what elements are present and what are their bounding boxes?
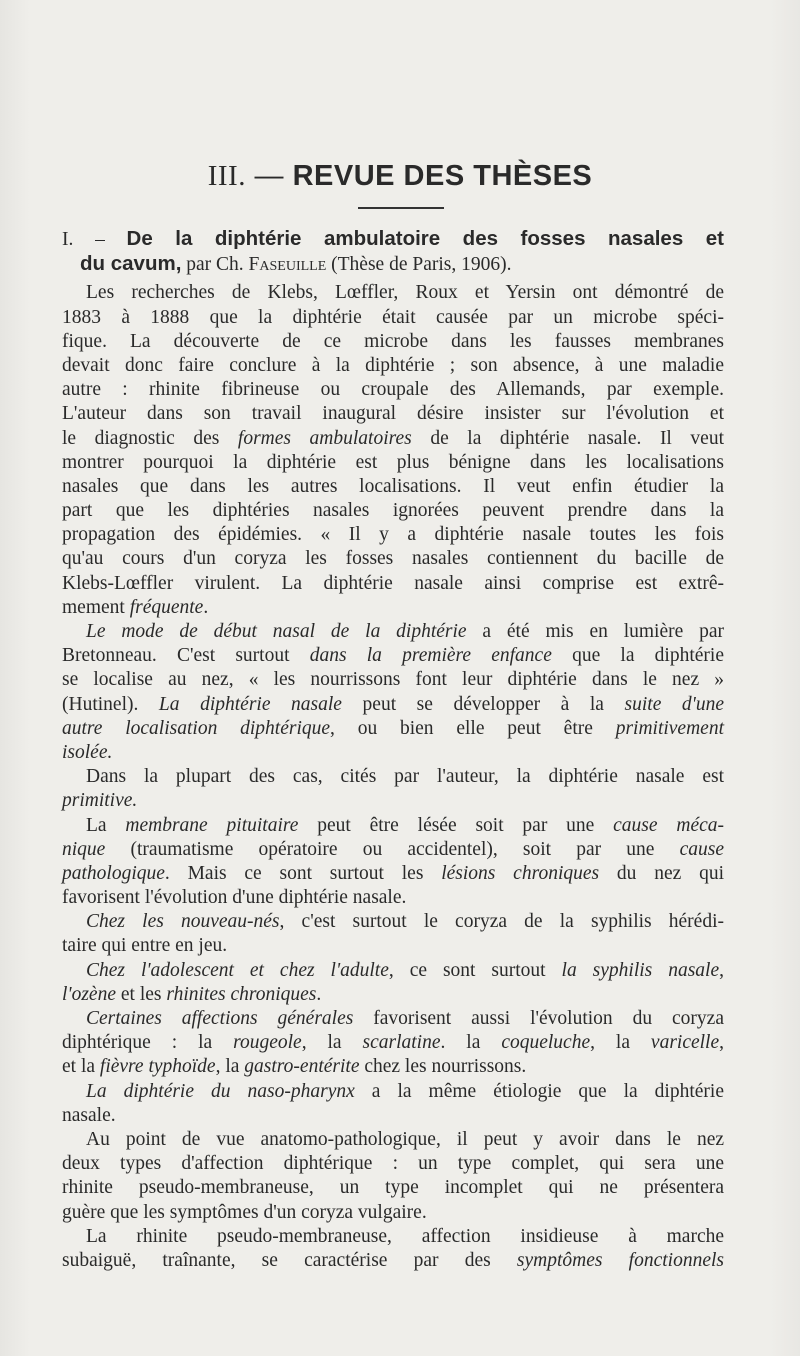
text-run: , la <box>215 1056 245 1078</box>
italic-run: fièvre typhoïde <box>99 1056 216 1078</box>
text-line <box>62 717 724 741</box>
heading-rule <box>358 207 444 209</box>
italic-run: gastro-entérite <box>244 1056 360 1078</box>
text-line <box>62 1080 724 1104</box>
text-line: favorisent l'évolution d'une diphtérie nasale. <box>62 887 407 909</box>
text-line: taire qui entre en jeu. <box>62 935 228 957</box>
text-line <box>62 838 724 862</box>
italic-run: La diphtérie nasale <box>158 693 342 715</box>
italic-run: coqueluche <box>501 1032 591 1054</box>
text-run: . la <box>440 1032 502 1054</box>
text-run: (traumatisme opératoire ou accidentel), soit par une <box>105 838 680 860</box>
text-run: favorisent aussi l'évolution du coryza <box>353 1008 724 1029</box>
text-run: , c'est surtout le coryza de la syphilis hérédi- <box>279 911 724 933</box>
text-line: 1883 à 1888 que la diphtérie était causée par un microbe spéci- <box>62 306 724 328</box>
text-line <box>62 1055 724 1079</box>
text-run: et les <box>116 983 167 1005</box>
text-run: La <box>86 814 126 836</box>
text-run: que la diphtérie <box>551 645 724 667</box>
text-line <box>62 644 724 668</box>
text-run: . <box>203 596 209 618</box>
text-run: chez les nourrissons. <box>359 1056 527 1078</box>
text-line <box>62 983 724 1007</box>
article-title-line-2 <box>62 252 724 276</box>
text-line <box>62 596 724 620</box>
text-line <box>62 789 724 813</box>
text-line <box>62 862 724 886</box>
text-run: , ce sont surtout <box>388 959 562 981</box>
text-line: fique. La découverte de ce microbe dans les fausses membranes <box>62 330 724 352</box>
text-run: diphtérique : la <box>62 1032 234 1054</box>
italic-run: pathologique <box>62 862 165 884</box>
text-line <box>62 910 724 934</box>
text-run: du nez qui <box>599 862 724 884</box>
section-number: III. <box>207 160 246 192</box>
text-run: subaiguë, traînante, se caractérise par des <box>62 1249 517 1271</box>
italic-run: fréquente <box>129 596 204 618</box>
author-name: Faseuille <box>248 254 327 276</box>
text-line: Dans la plupart des cas, cités par l'auteur, la diphtérie nasale est <box>86 766 724 788</box>
italic-run: La diphtérie du naso-pharynx <box>86 1080 355 1102</box>
text-line: nasales que dans les autres localisations. Il veut enfin étudier la <box>62 475 724 497</box>
heading-dash: — <box>254 160 285 192</box>
text-run: a la même étiologie que la diphtérie <box>354 1080 724 1102</box>
text-line: La rhinite pseudo-membraneuse, affection insidieuse à marche <box>86 1225 724 1247</box>
italic-run: isolée. <box>62 741 113 763</box>
text-run: , ou bien elle peut être <box>330 717 616 739</box>
italic-run: nique <box>62 838 106 860</box>
text-line: se localise au nez, « les nourrissons font leur diphtérie dans le nez » <box>62 669 724 691</box>
text-line <box>62 814 724 838</box>
text-run: de la diphtérie nasale. Il veut <box>411 427 724 449</box>
italic-run: varicelle <box>650 1032 720 1054</box>
italic-run: lésions chroniques <box>441 862 600 884</box>
text-run: peut se développer à la <box>341 693 625 715</box>
text-line <box>62 620 724 644</box>
section-heading <box>0 160 800 193</box>
text-run: peut être lésée soit par une <box>298 814 614 836</box>
text-line: guère que les symptômes d'un coryza vulgaire. <box>62 1201 427 1223</box>
text-run: (Hutinel). <box>62 693 159 715</box>
text-line <box>62 741 724 765</box>
text-line: Au point de vue anatomo-pathologique, il peut y avoir dans le nez <box>86 1128 724 1150</box>
italic-run: Chez l'adolescent et chez l'adulte <box>86 959 389 981</box>
italic-run: Certaines affections générales <box>86 1008 354 1029</box>
text-run: . <box>316 983 322 1005</box>
italic-run: primitivement <box>615 717 724 739</box>
italic-run: membrane pituitaire <box>125 814 299 836</box>
text-line <box>62 1031 724 1055</box>
italic-run: symptômes fonctionnels <box>516 1249 725 1271</box>
italic-run: suite d'une <box>624 693 724 715</box>
text-line: deux types d'affection diphtérique : un type complet, qui sera une <box>62 1153 724 1175</box>
article-source: (Thèse de Paris, 1906). <box>326 254 512 276</box>
text-run: a été mis en lumière par <box>466 621 724 642</box>
text-line <box>62 693 724 717</box>
article-title-line-1 <box>62 227 724 251</box>
text-line: Les recherches de Klebs, Lœffler, Roux et Yersin ont démontré de <box>86 282 724 304</box>
text-run: mement <box>62 596 130 618</box>
italic-run: primitive. <box>62 790 138 812</box>
text-line: devait donc faire conclure à la diphtérie ; son absence, à une maladie <box>62 354 724 376</box>
text-line <box>62 427 724 451</box>
text-run: , <box>719 959 724 981</box>
text-run: et la <box>62 1056 100 1078</box>
article-body <box>62 227 724 1273</box>
text-run: Bretonneau. C'est surtout <box>62 645 310 667</box>
italic-run: Chez les nouveau-nés <box>86 911 280 933</box>
text-line: rhinite pseudo-membraneuse, un type incomplet qui ne présentera <box>62 1177 724 1199</box>
italic-run: rhinites chroniques <box>166 983 317 1005</box>
italic-run: la syphilis nasale <box>561 959 720 981</box>
text-run: le diagnostic des <box>62 427 238 449</box>
text-line <box>62 1007 724 1031</box>
byline-par: par Ch. <box>181 254 249 276</box>
text-line: autre : rhinite fibrineuse ou croupale des Allemands, par exemple. <box>62 379 724 401</box>
italic-run: dans la première enfance <box>309 645 552 667</box>
text-line: montrer pourquoi la diphtérie est plus bénigne dans les localisations <box>62 451 724 473</box>
section-title: REVUE DES THÈSES <box>292 160 593 192</box>
article-number: I. – <box>62 229 105 250</box>
text-line: Klebs-Lœffler virulent. La diphtérie nasale ainsi comprise est extrê- <box>62 572 724 594</box>
text-line: qu'au cours d'un coryza les fosses nasales contiennent du bacille de <box>62 548 724 570</box>
italic-run: l'ozène <box>62 983 116 1005</box>
italic-run: scarlatine <box>362 1032 441 1054</box>
italic-run: Le mode de début nasal de la diphtérie <box>86 621 467 642</box>
article-title: De la diphtérie ambulatoire des fosses nasales et <box>126 227 724 250</box>
text-run: , <box>719 1032 725 1054</box>
text-run: . Mais ce sont surtout les <box>164 862 442 884</box>
text-line <box>62 1249 724 1273</box>
text-run: , la <box>590 1032 651 1054</box>
text-line: part que les diphtéries nasales ignorées peuvent prendre dans la <box>62 500 724 522</box>
article-title-cont: du cavum, <box>80 252 182 276</box>
text-line <box>62 959 724 983</box>
italic-run: rougeole <box>233 1032 302 1054</box>
italic-run: formes ambulatoires <box>237 427 412 449</box>
italic-run: autre localisation diphtérique <box>62 717 331 739</box>
italic-run: cause méca- <box>613 814 724 836</box>
text-line: L'auteur dans son travail inaugural désire insister sur l'évolution et <box>62 403 724 425</box>
italic-run: cause <box>679 838 724 860</box>
text-line: propagation des épidémies. « Il y a diphtérie nasale toutes les fois <box>62 524 724 546</box>
text-run: , la <box>301 1032 363 1054</box>
text-line: nasale. <box>62 1104 116 1126</box>
